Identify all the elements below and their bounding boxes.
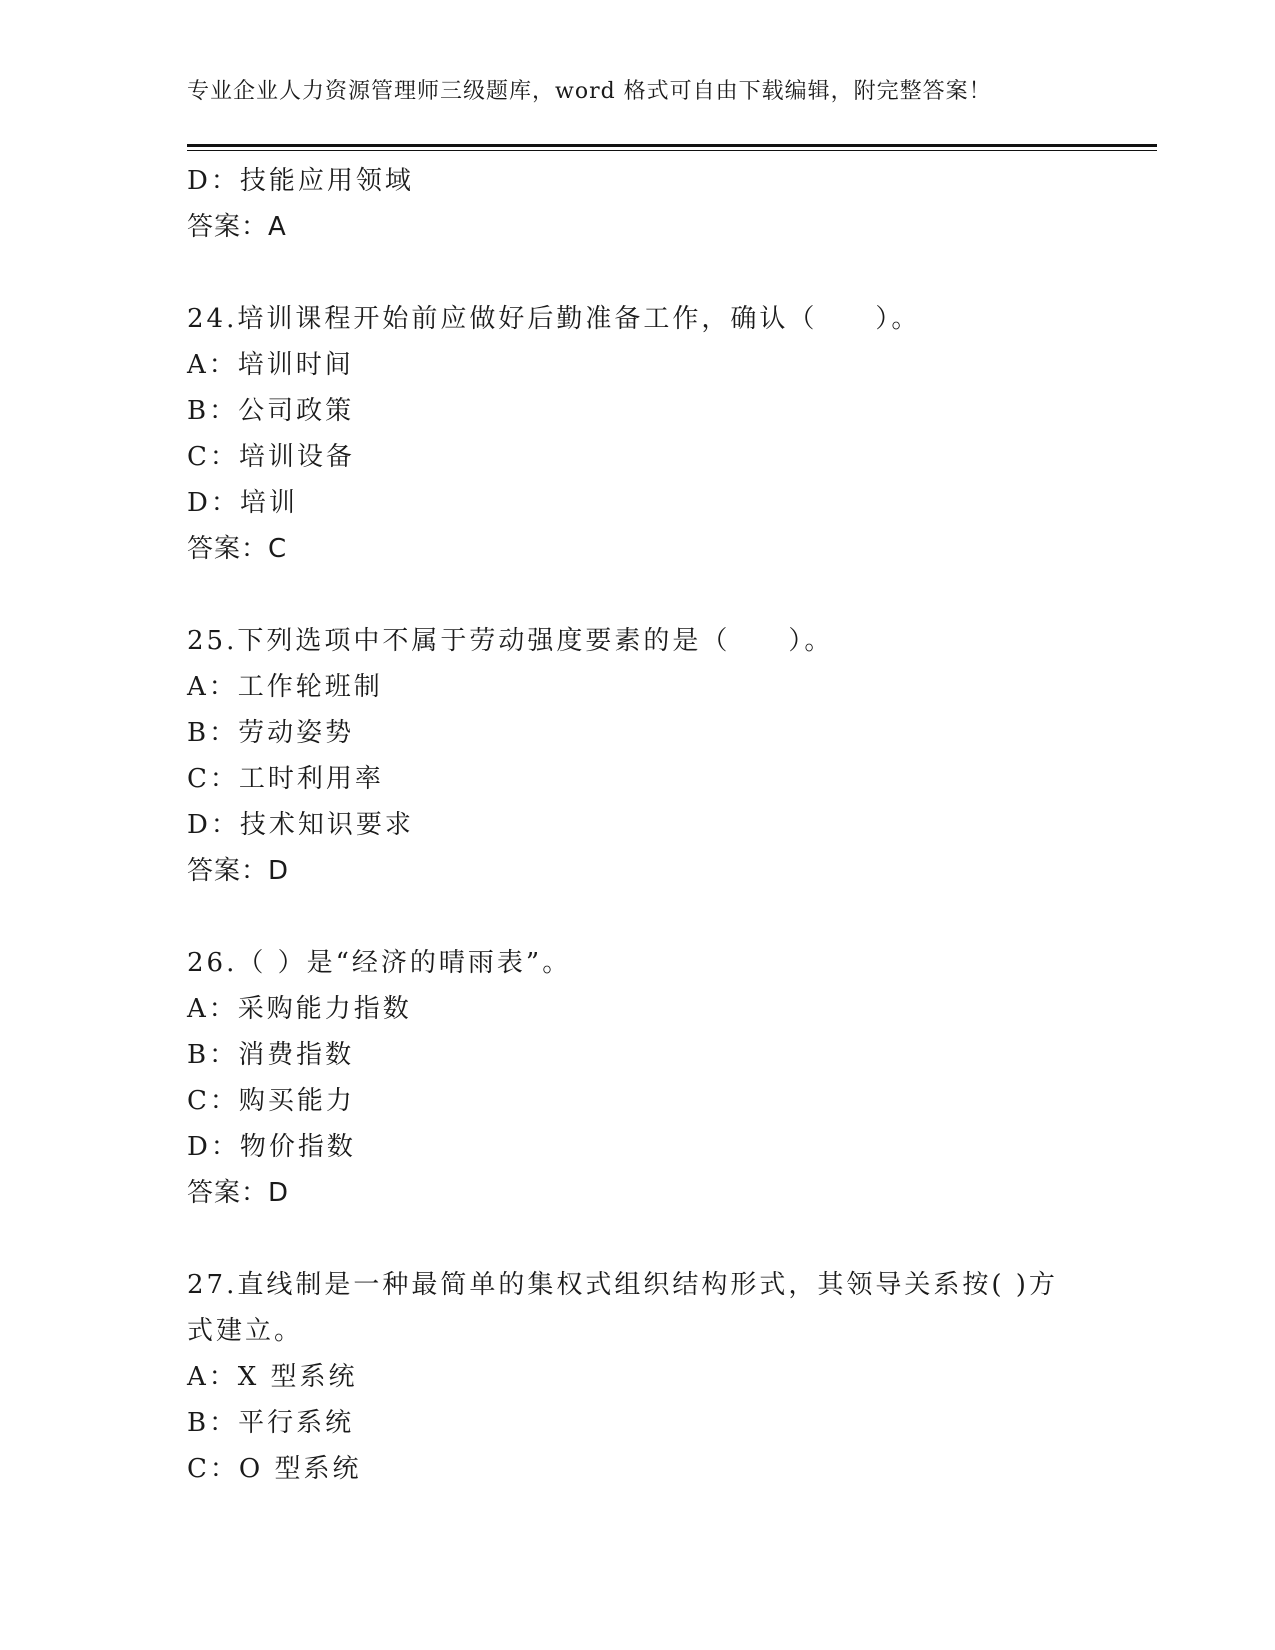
answer-line: 答案：C: [187, 534, 288, 564]
spacer: [187, 894, 1087, 940]
option-d: D：物价指数: [187, 1132, 356, 1162]
option-b: B：劳动姿势: [187, 718, 355, 748]
answer-line: 答案：D: [187, 856, 290, 886]
question-26: [187, 940, 1087, 1216]
spacer: [187, 1216, 1087, 1262]
option-d: D：培训: [187, 488, 298, 518]
option-c: C：O 型系统: [187, 1454, 362, 1484]
option-c: C：购买能力: [187, 1086, 355, 1116]
question-stem-line-2: 式建立。: [187, 1316, 304, 1346]
option-b: B：平行系统: [187, 1408, 355, 1438]
option-d: D：技术知识要求: [187, 810, 414, 840]
spacer: [187, 572, 1087, 618]
option-a: A：X 型系统: [187, 1362, 358, 1392]
question-stem: 25.下列选项中不属于劳动强度要素的是（ ）。: [187, 626, 834, 656]
page-header: 专业企业人力资源管理师三级题库，word 格式可自由下载编辑，附完整答案！: [187, 79, 992, 104]
option-a: A：采购能力指数: [187, 994, 412, 1024]
question-24: [187, 296, 1087, 572]
question-27: [187, 1262, 1087, 1492]
question-25: [187, 618, 1087, 894]
header-rule-thick: [187, 144, 1157, 147]
spacer: [187, 250, 1087, 296]
option-a: A：培训时间: [187, 350, 354, 380]
option-a: A：工作轮班制: [187, 672, 383, 702]
header-rule-thin: [187, 150, 1157, 151]
option-d: D：技能应用领域: [187, 166, 414, 196]
question-list: [187, 158, 1087, 1492]
option-c: C：培训设备: [187, 442, 355, 472]
answer-line: 答案：D: [187, 1178, 290, 1208]
question-stem: 24.培训课程开始前应做好后勤准备工作，确认（ ）。: [187, 304, 921, 334]
option-b: B：消费指数: [187, 1040, 355, 1070]
option-b: B：公司政策: [187, 396, 355, 426]
answer-line: 答案：A: [187, 212, 287, 242]
question-stem-line-1: 27.直线制是一种最简单的集权式组织结构形式，其领导关系按( )方: [187, 1270, 1058, 1300]
option-c: C：工时利用率: [187, 764, 384, 794]
question-stem: 26.（ ）是“经济的晴雨表”。: [187, 948, 572, 978]
